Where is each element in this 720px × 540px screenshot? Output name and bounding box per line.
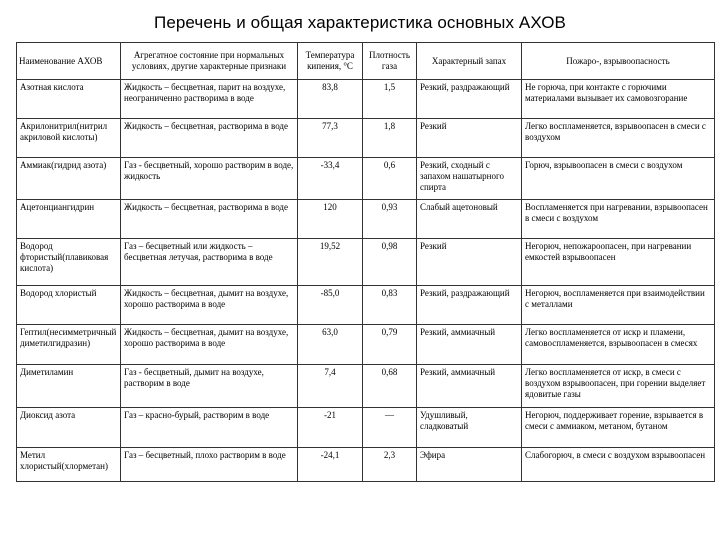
page-title: Перечень и общая характеристика основных АХОВ — [154, 13, 566, 32]
cell-name: Водород хлористый — [17, 286, 121, 325]
cell-temp: 77,3 — [298, 119, 363, 158]
cell-state: Жидкость – бесцветная, дымит на воздухе, хорошо растворима в воде — [121, 325, 298, 365]
cell-name: Гептил(несимметричный диметилгидразин) — [17, 325, 121, 365]
table-row — [17, 158, 715, 200]
cell-density: 2,3 — [363, 448, 417, 482]
cell-temp: 83,8 — [298, 80, 363, 119]
table-row — [17, 325, 715, 365]
cell-smell: Эфира — [417, 448, 522, 482]
cell-state: Жидкость – бесцветная, дымит на воздухе, хорошо растворима в воде — [121, 286, 298, 325]
cell-state: Газ – бесцветный, плохо растворим в воде — [121, 448, 298, 482]
cell-name: Диметиламин — [17, 365, 121, 408]
cell-temp: 120 — [298, 200, 363, 239]
cell-fire: Горюч, взрывоопасен в смеси с воздухом — [522, 158, 715, 200]
cell-smell: Резкий, сходный с запахом нашатырного спирта — [417, 158, 522, 200]
cell-density: 1,5 — [363, 80, 417, 119]
cell-fire: Воспламеняется при нагревании, взрывоопасен в смеси с воздухом — [522, 200, 715, 239]
table-row — [17, 408, 715, 448]
cell-name: Аммиак(гидрид азота) — [17, 158, 121, 200]
cell-temp: 19,52 — [298, 239, 363, 286]
cell-state: Жидкость – бесцветная, парит на воздухе, неограниченно растворима в воде — [121, 80, 298, 119]
cell-density: 0,6 — [363, 158, 417, 200]
cell-density: 0,93 — [363, 200, 417, 239]
cell-temp: 63,0 — [298, 325, 363, 365]
cell-fire: Легко воспламеняется, взрывоопасен в смеси с воздухом — [522, 119, 715, 158]
cell-smell: Резкий — [417, 239, 522, 286]
cell-temp: 7,4 — [298, 365, 363, 408]
ahov-table — [16, 42, 715, 482]
cell-fire: Негорюч, непожароопасен, при нагревании емкостей взрывоопасен — [522, 239, 715, 286]
cell-smell: Резкий, раздражающий — [417, 80, 522, 119]
cell-temp: -85,0 — [298, 286, 363, 325]
cell-smell: Слабый ацетоновый — [417, 200, 522, 239]
cell-smell: Удушливый, сладковатый — [417, 408, 522, 448]
table-row — [17, 200, 715, 239]
cell-state: Газ - бесцветный, хорошо растворим в воде, жидкость — [121, 158, 298, 200]
cell-fire: Не горюча, при контакте с горючими материалами вызывает их самовозгорание — [522, 80, 715, 119]
cell-temp: -33,4 — [298, 158, 363, 200]
header-row — [17, 43, 715, 80]
cell-density: — — [363, 408, 417, 448]
cell-name: Диоксид азота — [17, 408, 121, 448]
cell-smell: Резкий, аммиачный — [417, 325, 522, 365]
table-row — [17, 80, 715, 119]
cell-temp: -24,1 — [298, 448, 363, 482]
cell-density: 0,79 — [363, 325, 417, 365]
header-temp: Температура кипения, °С — [298, 43, 363, 80]
cell-smell: Резкий, раздражающий — [417, 286, 522, 325]
cell-fire: Негорюч, поддерживает горение, взрывается в смеси с аммиаком, метаном, бутаном — [522, 408, 715, 448]
header-name: Наименование АХОВ — [17, 43, 121, 80]
cell-density: 0,98 — [363, 239, 417, 286]
cell-fire: Слабогорюч, в смеси с воздухом взрывоопасен — [522, 448, 715, 482]
cell-name: Метил хлористый(хлорметан) — [17, 448, 121, 482]
cell-name: Азотная кислота — [17, 80, 121, 119]
table-row — [17, 286, 715, 325]
cell-fire: Легко воспламеняется от искр и пламени, самовоспламеняется, взрывоопасен в смесях — [522, 325, 715, 365]
cell-state: Газ - бесцветный, дымит на воздухе, растворим в воде — [121, 365, 298, 408]
table-row — [17, 448, 715, 482]
cell-state: Жидкость – бесцветная, растворима в воде — [121, 200, 298, 239]
cell-name: Ацетонциангидрин — [17, 200, 121, 239]
cell-density: 0,68 — [363, 365, 417, 408]
cell-state: Газ – красно-бурый, растворим в воде — [121, 408, 298, 448]
cell-state: Газ – бесцветный или жидкость – бесцветная летучая, растворима в воде — [121, 239, 298, 286]
cell-fire: Негорюч, воспламеняется при взаимодействии с металлами — [522, 286, 715, 325]
header-smell: Характерный запах — [417, 43, 522, 80]
cell-density: 0,83 — [363, 286, 417, 325]
table-row — [17, 119, 715, 158]
header-density: Плотность газа — [363, 43, 417, 80]
cell-fire: Легко воспламеняется от искр, в смеси с воздухом взрывоопасен, при горении выделяет ядовитые газы — [522, 365, 715, 408]
cell-name: Акрилонитрил(нитрил акриловой кислоты) — [17, 119, 121, 158]
cell-state: Жидкость – бесцветная, растворима в воде — [121, 119, 298, 158]
table-row — [17, 365, 715, 408]
cell-name: Водород фтористый(плавиковая кислота) — [17, 239, 121, 286]
table-row — [17, 239, 715, 286]
cell-temp: -21 — [298, 408, 363, 448]
cell-smell: Резкий, аммиачный — [417, 365, 522, 408]
header-state: Агрегатное состояние при нормальных условиях, другие характерные признаки — [121, 43, 298, 80]
cell-density: 1,8 — [363, 119, 417, 158]
header-fire: Пожаро-, взрывоопасность — [522, 43, 715, 80]
cell-smell: Резкий — [417, 119, 522, 158]
